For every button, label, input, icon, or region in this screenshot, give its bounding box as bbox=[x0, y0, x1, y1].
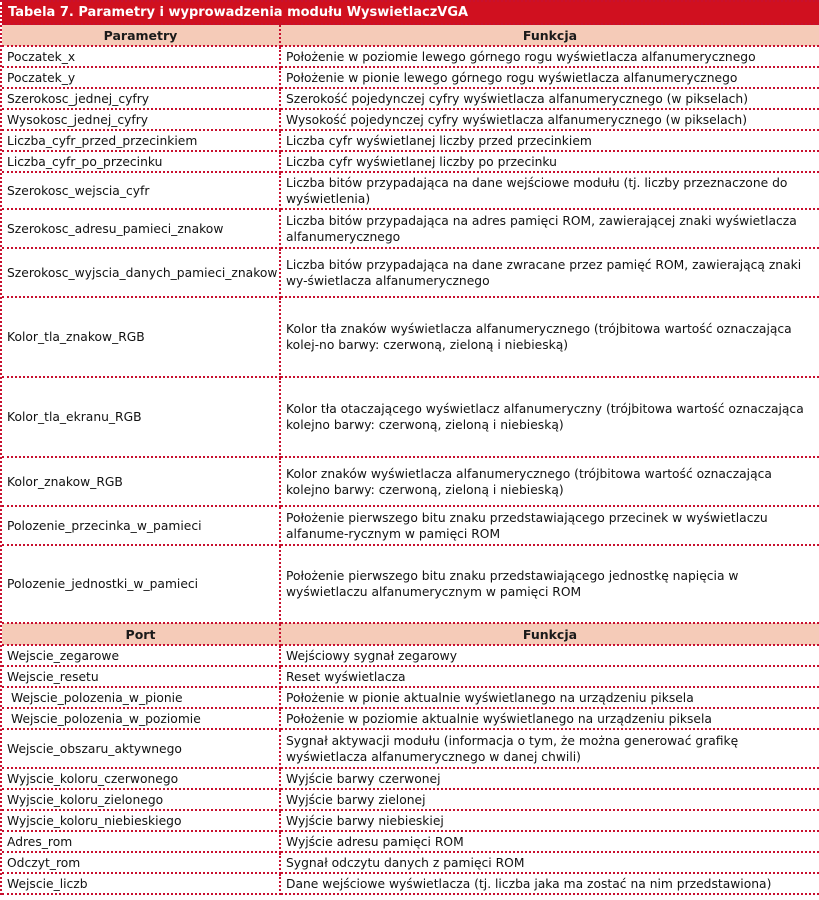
table-row bbox=[2, 67, 819, 88]
param-function: Szerokość pojedynczej cyfry wyświetlacza alfanumerycznego (w pikselach) bbox=[280, 88, 819, 109]
table-row bbox=[2, 831, 819, 852]
table-row bbox=[2, 209, 819, 248]
table-row bbox=[2, 645, 819, 666]
param-function: Położenie pierwszego bitu znaku przedstawiającego jednostkę napięcia w wyświetlaczu alfanumerycznym w pamięci ROM bbox=[280, 545, 819, 623]
param-name: Szerokosc_wejscia_cyfr bbox=[2, 172, 280, 209]
parameters-header-row bbox=[2, 25, 819, 46]
port-name: Wejscie_resetu bbox=[2, 666, 280, 687]
port-name: Wyjscie_koloru_czerwonego bbox=[2, 768, 280, 789]
table-row bbox=[2, 708, 819, 729]
param-name: Polozenie_przecinka_w_pamieci bbox=[2, 506, 280, 545]
param-name: Kolor_tla_ekranu_RGB bbox=[2, 377, 280, 457]
port-function: Wyjście barwy zielonej bbox=[280, 789, 819, 810]
port-name: Wejscie_polozenia_w_poziomie bbox=[2, 708, 280, 729]
table-row bbox=[2, 151, 819, 172]
port-name: Wejscie_liczb bbox=[2, 873, 280, 894]
param-name: Kolor_tla_znakow_RGB bbox=[2, 297, 280, 377]
table-title: Tabela 7. Parametry i wyprowadzenia modułu WyswietlaczVGA bbox=[2, 0, 819, 25]
param-function: Liczba cyfr wyświetlanej liczby po przecinku bbox=[280, 151, 819, 172]
port-function: Sygnał aktywacji modułu (informacja o tym, że można generować grafikę wyświetlacza alfanumerycznego w danej chwili) bbox=[280, 729, 819, 768]
port-function: Położenie w poziomie aktualnie wyświetlanego na urządzeniu piksela bbox=[280, 708, 819, 729]
param-name: Szerokosc_adresu_pamieci_znakow bbox=[2, 209, 280, 248]
param-function: Kolor tła znaków wyświetlacza alfanumerycznego (trójbitowa wartość oznaczająca kolej-no barwy: czerwoną, zieloną i niebieską) bbox=[280, 297, 819, 377]
table-row bbox=[2, 852, 819, 873]
table-row bbox=[2, 768, 819, 789]
port-name: Odczyt_rom bbox=[2, 852, 280, 873]
param-function: Położenie w pionie lewego górnego rogu wyświetlacza alfanumerycznego bbox=[280, 67, 819, 88]
port-function: Wejściowy sygnał zegarowy bbox=[280, 645, 819, 666]
table-row bbox=[2, 789, 819, 810]
table-row bbox=[2, 172, 819, 209]
ports-header-row bbox=[2, 623, 819, 645]
table-row bbox=[2, 46, 819, 67]
param-function: Wysokość pojedynczej cyfry wyświetlacza alfanumerycznego (w pikselach) bbox=[280, 109, 819, 130]
table-row bbox=[2, 457, 819, 506]
table-row bbox=[2, 130, 819, 151]
table-row bbox=[2, 545, 819, 623]
param-function: Położenie w poziomie lewego górnego rogu wyświetlacza alfanumerycznego bbox=[280, 46, 819, 67]
param-name: Liczba_cyfr_przed_przecinkiem bbox=[2, 130, 280, 151]
table-row bbox=[2, 687, 819, 708]
table-row bbox=[2, 810, 819, 831]
table-row bbox=[2, 109, 819, 130]
param-name: Poczatek_y bbox=[2, 67, 280, 88]
param-name: Szerokosc_jednej_cyfry bbox=[2, 88, 280, 109]
table-row bbox=[2, 248, 819, 297]
port-name: Wyjscie_koloru_niebieskiego bbox=[2, 810, 280, 831]
param-function: Liczba bitów przypadająca na adres pamięci ROM, zawierającej znaki wyświetlacza alfanumerycznego bbox=[280, 209, 819, 248]
column-header-port: Port bbox=[2, 623, 280, 645]
module-table bbox=[2, 25, 819, 895]
table-row bbox=[2, 377, 819, 457]
port-function: Wyjście barwy niebieskiej bbox=[280, 810, 819, 831]
param-name: Liczba_cyfr_po_przecinku bbox=[2, 151, 280, 172]
port-name: Wejscie_polozenia_w_pionie bbox=[2, 687, 280, 708]
param-function: Liczba bitów przypadająca na dane wejściowe modułu (tj. liczby przeznaczone do wyświetlenia) bbox=[280, 172, 819, 209]
param-name: Szerokosc_wyjscia_danych_pamieci_znakow bbox=[2, 248, 280, 297]
param-function: Położenie pierwszego bitu znaku przedstawiającego przecinek w wyświetlaczu alfanume-rycznym w pamięci ROM bbox=[280, 506, 819, 545]
column-header-parametry: Parametry bbox=[2, 25, 280, 46]
param-function: Kolor znaków wyświetlacza alfanumerycznego (trójbitowa wartość oznaczająca kolejno barwy: czerwoną, zieloną i niebieską) bbox=[280, 457, 819, 506]
param-name: Polozenie_jednostki_w_pamieci bbox=[2, 545, 280, 623]
port-function: Reset wyświetlacza bbox=[280, 666, 819, 687]
param-name: Poczatek_x bbox=[2, 46, 280, 67]
param-function: Kolor tła otaczającego wyświetlacz alfanumeryczny (trójbitowa wartość oznaczająca kolejno barwy: czerwoną, zieloną i niebieską) bbox=[280, 377, 819, 457]
table-row bbox=[2, 297, 819, 377]
table-row bbox=[2, 873, 819, 894]
column-header-funkcja: Funkcja bbox=[280, 623, 819, 645]
port-function: Wyjście barwy czerwonej bbox=[280, 768, 819, 789]
param-function: Liczba cyfr wyświetlanej liczby przed przecinkiem bbox=[280, 130, 819, 151]
port-function: Dane wejściowe wyświetlacza (tj. liczba jaka ma zostać na nim przedstawiona) bbox=[280, 873, 819, 894]
port-function: Sygnał odczytu danych z pamięci ROM bbox=[280, 852, 819, 873]
port-name: Wejscie_obszaru_aktywnego bbox=[2, 729, 280, 768]
table-row bbox=[2, 729, 819, 768]
port-name: Adres_rom bbox=[2, 831, 280, 852]
param-name: Wysokosc_jednej_cyfry bbox=[2, 109, 280, 130]
table-row bbox=[2, 506, 819, 545]
port-name: Wyjscie_koloru_zielonego bbox=[2, 789, 280, 810]
port-name: Wejscie_zegarowe bbox=[2, 645, 280, 666]
port-function: Położenie w pionie aktualnie wyświetlanego na urządzeniu piksela bbox=[280, 687, 819, 708]
table-row bbox=[2, 88, 819, 109]
param-name: Kolor_znakow_RGB bbox=[2, 457, 280, 506]
table-row bbox=[2, 666, 819, 687]
param-function: Liczba bitów przypadająca na dane zwracane przez pamięć ROM, zawierającą znaki wy-świetlacza alfanumerycznego bbox=[280, 248, 819, 297]
port-function: Wyjście adresu pamięci ROM bbox=[280, 831, 819, 852]
column-header-funkcja: Funkcja bbox=[280, 25, 819, 46]
